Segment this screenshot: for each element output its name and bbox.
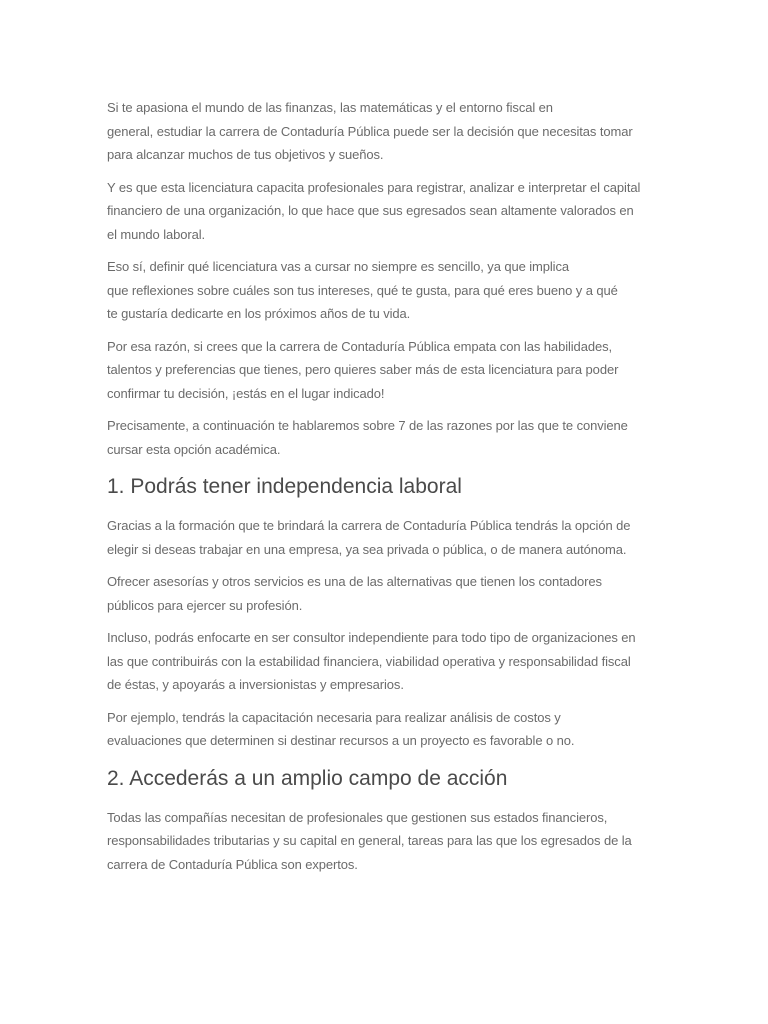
- section-2-heading: 2. Accederás a un amplio campo de acción: [107, 766, 508, 790]
- intro-paragraph-2: [107, 176, 667, 247]
- text-line: responsabilidades tributarias y su capital en general, tareas para las que los egresados de la: [107, 833, 632, 848]
- text-line: cursar esta opción académica.: [107, 441, 281, 457]
- intro-paragraph-1: [107, 96, 667, 167]
- text-line: confirmar tu decisión, ¡estás en el lugar indicado!: [107, 385, 385, 401]
- text-line: Ofrecer asesorías y otros servicios es una de las alternativas que tienen los contadores: [107, 574, 602, 589]
- text-line: Gracias a la formación que te brindará la carrera de Contaduría Pública tendrás la opción de: [107, 518, 631, 533]
- text-line: Si te apasiona el mundo de las finanzas, las matemáticas y el entorno fiscal en: [107, 100, 553, 115]
- text-line: Precisamente, a continuación te hablaremos sobre 7 de las razones por las que te conviene: [107, 418, 628, 433]
- text-line: general, estudiar la carrera de Contaduría Pública puede ser la decisión que necesitas tomar: [107, 123, 633, 139]
- text-line: que reflexiones sobre cuáles son tus intereses, qué te gusta, para qué eres bueno y a qué: [107, 282, 618, 298]
- text-line: talentos y preferencias que tienes, pero quieres saber más de esta licenciatura para poder: [107, 362, 619, 377]
- section-1-heading: 1. Podrás tener independencia laboral: [107, 475, 462, 498]
- text-line: evaluaciones que determinen si destinar recursos a un proyecto es favorable o no.: [107, 733, 575, 748]
- document-page: [107, 96, 667, 885]
- text-line: el mundo laboral.: [107, 226, 206, 242]
- section-2-paragraph-1: [107, 806, 667, 877]
- text-line: de éstas, y apoyarás a inversionistas y empresarios.: [107, 677, 404, 692]
- section-1-paragraph-4: [107, 706, 667, 753]
- text-line: Eso sí, definir qué licenciatura vas a cursar no siempre es sencillo, ya que implica: [107, 259, 569, 274]
- section-1-paragraph-1: [107, 514, 667, 561]
- text-line: Todas las compañías necesitan de profesionales que gestionen sus estados financieros,: [107, 809, 608, 825]
- section-1-paragraph-3: [107, 626, 667, 697]
- text-line: Y es que esta licenciatura capacita profesionales para registrar, analizar e interpretar el capital: [107, 179, 641, 195]
- text-line: te gustaría dedicarte en los próximos años de tu vida.: [107, 306, 411, 321]
- text-line: para alcanzar muchos de tus objetivos y sueños.: [107, 147, 384, 162]
- intro-paragraph-5: [107, 414, 667, 461]
- text-line: carrera de Contaduría Pública son expertos.: [107, 856, 358, 872]
- text-line: Por ejemplo, tendrás la capacitación necesaria para realizar análisis de costos y: [107, 709, 561, 725]
- text-line: financiero de una organización, lo que hace que sus egresados sean altamente valorados en: [107, 203, 634, 218]
- text-line: elegir si deseas trabajar en una empresa, ya sea privada o pública, o de manera autónoma.: [107, 541, 627, 557]
- text-line: Por esa razón, si crees que la carrera de Contaduría Pública empata con las habilidades,: [107, 338, 612, 354]
- text-line: Incluso, podrás enfocarte en ser consultor independiente para todo tipo de organizaciones en: [107, 630, 636, 645]
- intro-paragraph-4: [107, 335, 667, 406]
- section-1-paragraph-2: [107, 570, 667, 617]
- intro-paragraph-3: [107, 255, 667, 326]
- text-line: públicos para ejercer su profesión.: [107, 597, 303, 613]
- text-line: las que contribuirás con la estabilidad financiera, viabilidad operativa y responsabilidad fiscal: [107, 653, 631, 669]
